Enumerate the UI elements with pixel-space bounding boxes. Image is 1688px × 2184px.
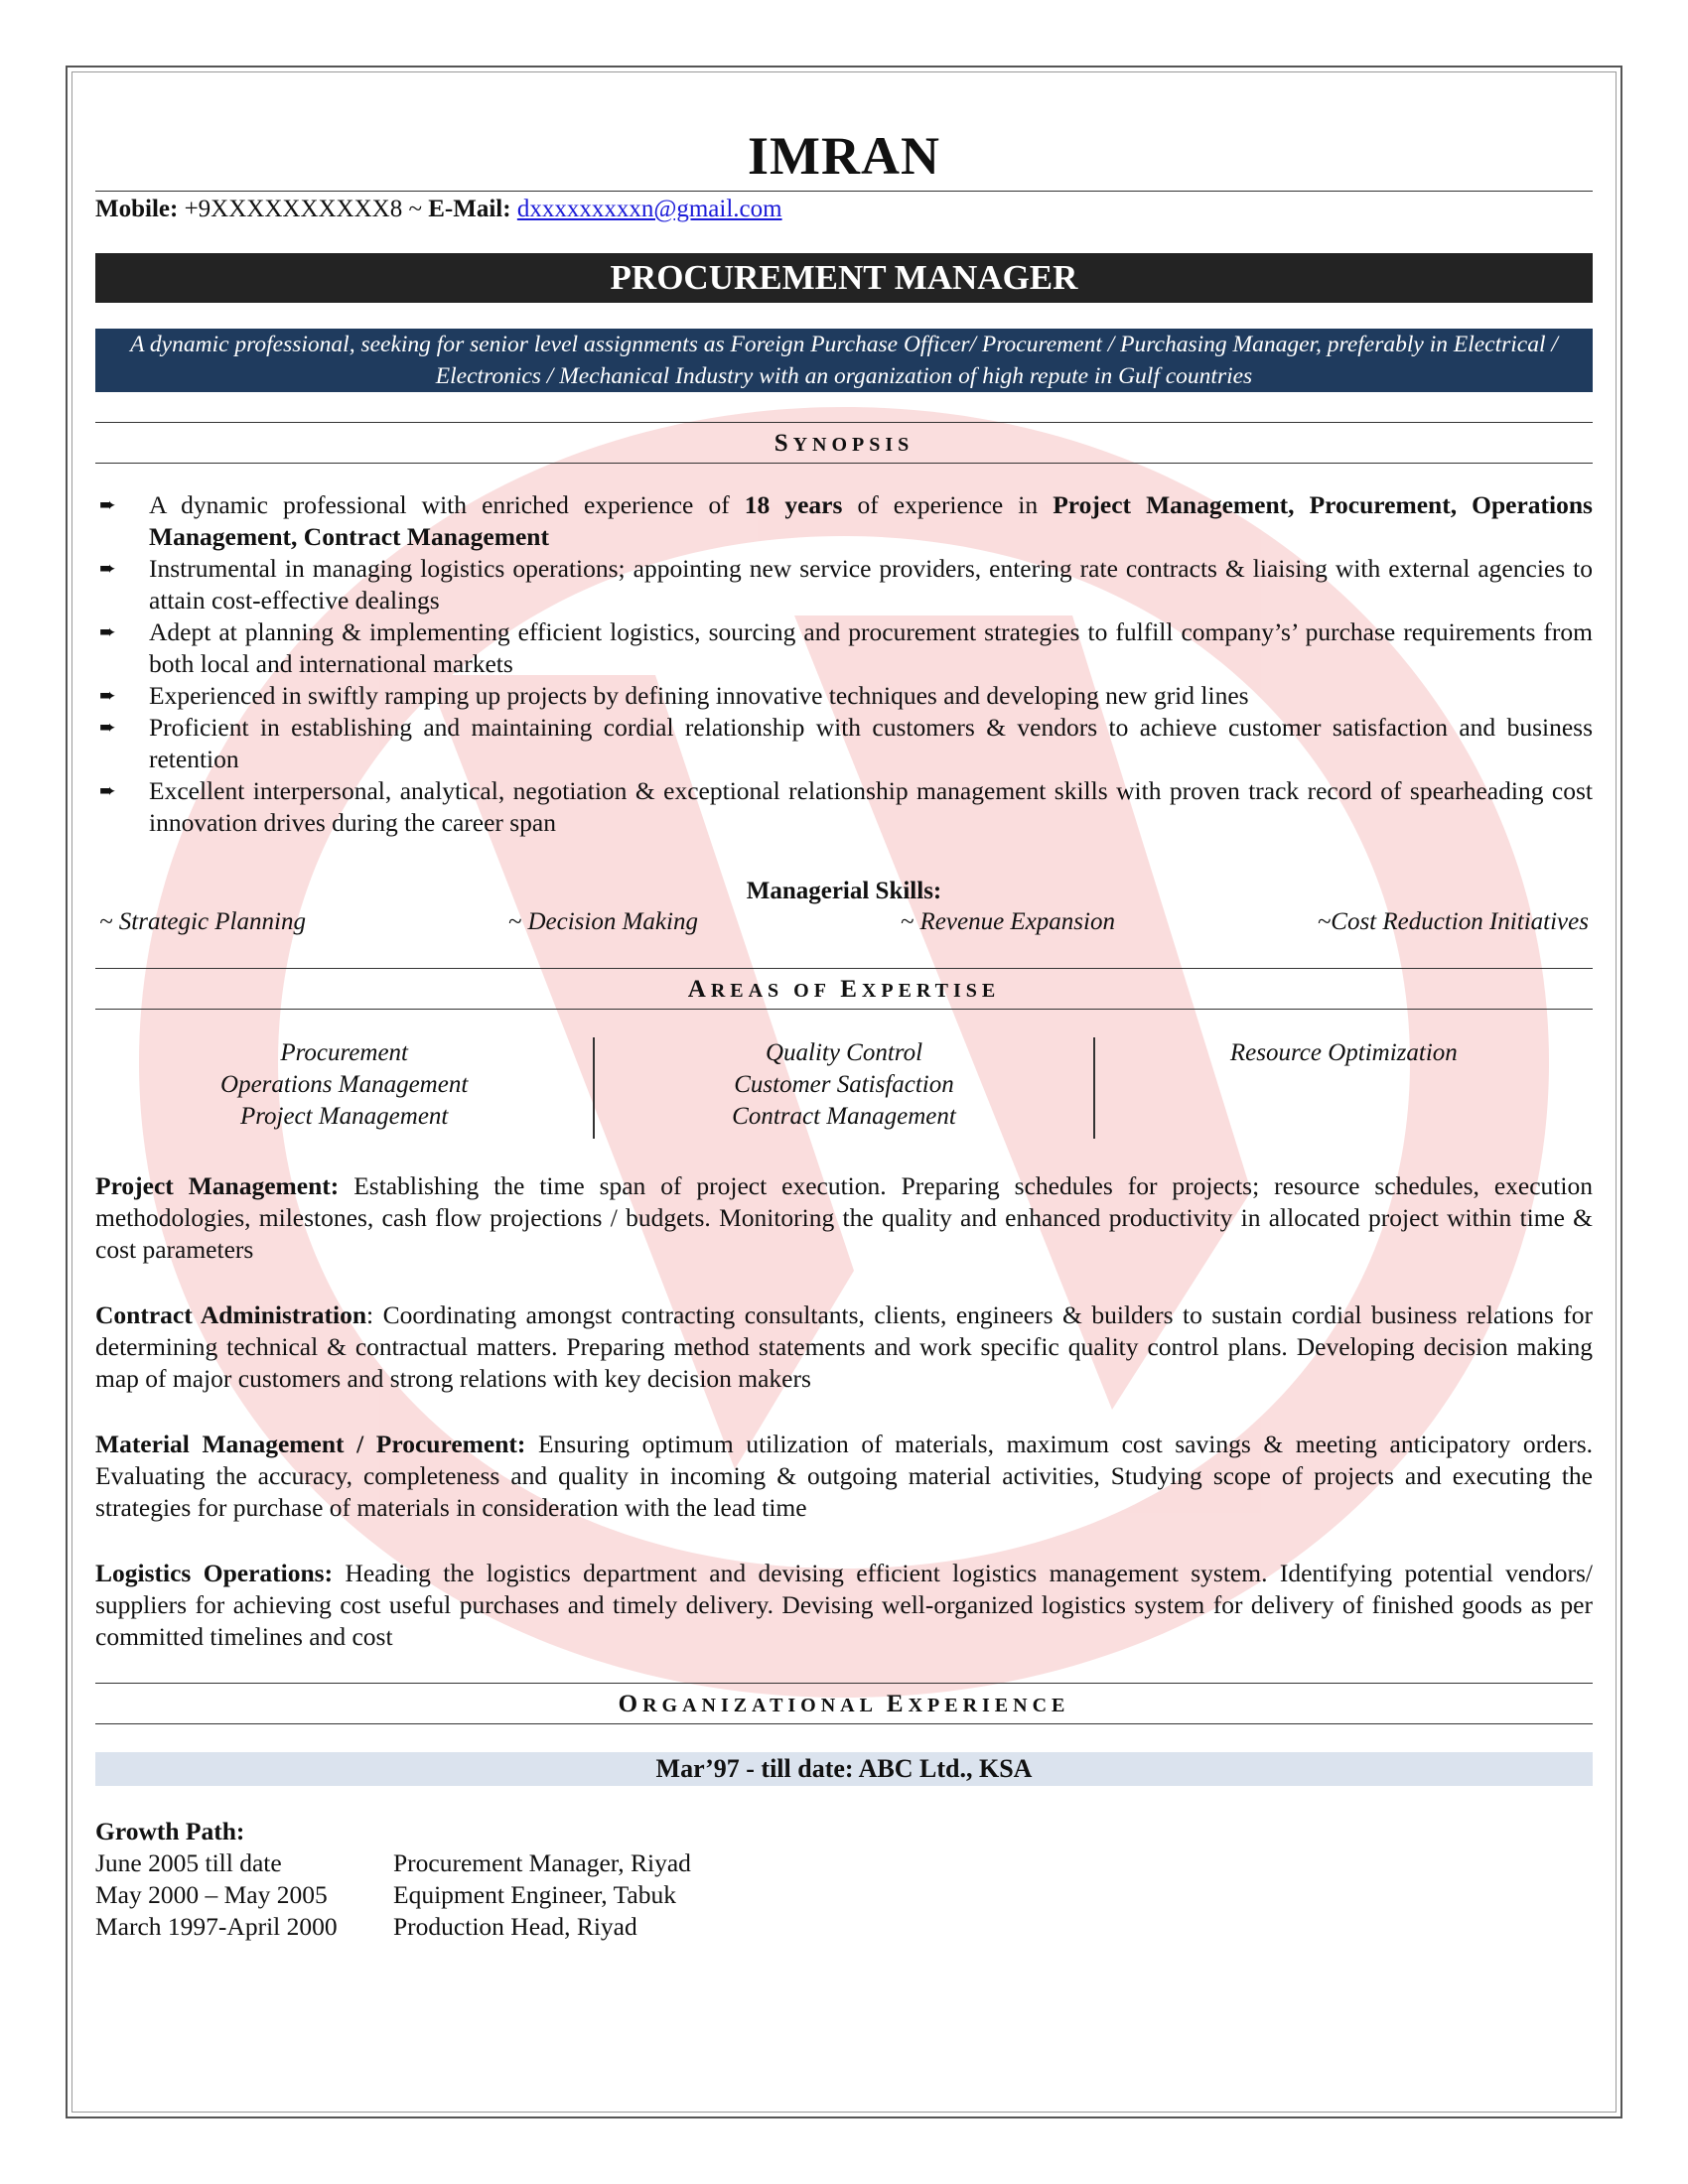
- growth-row: [95, 1911, 1593, 1943]
- arrow-bullet-icon: ➨: [99, 494, 116, 516]
- expertise-column: [1095, 1037, 1593, 1139]
- expertise-item: Project Management: [239, 1103, 449, 1130]
- arrow-bullet-icon: ➨: [99, 780, 116, 802]
- expertise-heading: AREAS OF EXPERTISE: [95, 968, 1593, 1010]
- mobile-value: +9XXXXXXXXXX8 ~: [184, 196, 422, 222]
- detail-contract-administration: Contract Administration: Coordinating amongst contracting consultants, clients, engineers & builders to sustain cordial business relations for determining technical & contractual matters. Preparing method statements and work specific quality control plans. Developing decision making map of major customers and strong relations with key decision makers: [95, 1300, 1593, 1393]
- growth-date: March 1997-April 2000: [95, 1912, 338, 1941]
- mobile-label: Mobile:: [95, 196, 179, 222]
- skill-item: ~ Decision Making: [507, 908, 698, 935]
- arrow-bullet-icon: ➨: [99, 621, 116, 643]
- email-link[interactable]: dxxxxxxxxxn@gmail.com: [516, 196, 782, 222]
- synopsis-bullet: ➨ Adept at planning & implementing efficient logistics, sourcing and procurement strategies to fulfill company’s’ purchase requirements from both local and international markets: [99, 617, 1593, 678]
- managerial-skills-title: Managerial Skills:: [746, 878, 942, 904]
- expertise-item: Customer Satisfaction: [734, 1071, 954, 1098]
- email-label: E-Mail:: [428, 196, 511, 222]
- objective-statement: A dynamic professional, seeking for senior level assignments as Foreign Purchase Officer/ Procurement / Purchasing Manager, preferably in Electrical / Electronics / Mechanical Industry with an organization of high repute in Gulf countries: [95, 329, 1593, 392]
- arrow-bullet-icon: ➨: [99, 717, 116, 739]
- experience-heading: ORGANIZATIONAL EXPERIENCE: [95, 1683, 1593, 1724]
- expertise-item: Quality Control: [765, 1039, 923, 1066]
- candidate-name: IMRAN: [748, 126, 940, 186]
- expertise-item: Operations Management: [220, 1071, 469, 1098]
- expertise-item: Procurement: [280, 1039, 408, 1066]
- skill-item: ~ Strategic Planning: [99, 908, 306, 935]
- growth-role: Procurement Manager, Riyad: [393, 1848, 691, 1877]
- growth-row: [95, 1847, 1593, 1879]
- resume-content: [95, 126, 1593, 1943]
- synopsis-heading: SYNOPSIS: [95, 422, 1593, 464]
- skill-item: ~Cost Reduction Initiatives: [1317, 908, 1589, 935]
- expertise-item: Resource Optimization: [1229, 1039, 1458, 1066]
- detail-logistics-operations: Logistics Operations: Heading the logistics department and devising efficient logistics management system. Identifying potential vendors/ suppliers for achieving cost useful purchases and timely delivery. Devising well-organized logistics system for delivery of finished goods as per committed timelines and cost: [95, 1559, 1593, 1651]
- growth-path-title: Growth Path:: [95, 1817, 245, 1845]
- detail-project-management: Project Management: Establishing the time span of project execution. Preparing schedules for projects; resource schedules, execution methodologies, milestones, cash flow projections / budgets. Monitoring the quality and enhanced productivity in allocated project within time & cost parameters: [95, 1171, 1593, 1264]
- skill-item: ~ Revenue Expansion: [900, 908, 1115, 935]
- job-title-bar: PROCUREMENT MANAGER: [95, 253, 1593, 303]
- contact-line: [95, 191, 1593, 223]
- expertise-column: [95, 1037, 593, 1139]
- growth-role: Equipment Engineer, Tabuk: [393, 1880, 676, 1909]
- detail-material-management: Material Management / Procurement: Ensuring optimum utilization of materials, maximum cost savings & meeting anticipatory orders. Evaluating the accuracy, completeness and quality in incoming & outgoing material activities, Studying scope of projects and executing the strategies for purchase of materials in consideration with the lead time: [95, 1430, 1593, 1522]
- synopsis-bullet: ➨ Experienced in swiftly ramping up projects by defining innovative techniques and developing new grid lines: [99, 681, 1249, 710]
- synopsis-bullet: ➨ Proficient in establishing and maintaining cordial relationship with customers & vendors to achieve customer satisfaction and business retention: [99, 713, 1593, 773]
- growth-date: June 2005 till date: [95, 1848, 282, 1877]
- growth-date: May 2000 – May 2005: [95, 1880, 328, 1909]
- growth-role: Production Head, Riyad: [393, 1912, 637, 1941]
- synopsis-list: [95, 489, 1593, 839]
- synopsis-bullet: ➨ Instrumental in managing logistics operations; appointing new service providers, entering rate contracts & liaising with external agencies to attain cost-effective dealings: [99, 554, 1593, 614]
- synopsis-bullet: ➨ Excellent interpersonal, analytical, negotiation & exceptional relationship management skills with proven track record of spearheading cost innovation drives during the career span: [99, 776, 1593, 837]
- company-bar: Mar’97 - till date: ABC Ltd., KSA: [95, 1752, 1593, 1786]
- expertise-item: Contract Management: [732, 1103, 956, 1130]
- arrow-bullet-icon: ➨: [99, 558, 116, 580]
- synopsis-bullet: ➨ A dynamic professional with enriched experience of 18 years of experience in Project Management, Procurement, Operations Management, Contract Management: [99, 490, 1593, 551]
- managerial-skills-row: [95, 906, 1593, 938]
- arrow-bullet-icon: ➨: [99, 685, 116, 707]
- expertise-column: [593, 1037, 1094, 1139]
- growth-row: [95, 1879, 1593, 1911]
- expertise-grid: [95, 1037, 1593, 1139]
